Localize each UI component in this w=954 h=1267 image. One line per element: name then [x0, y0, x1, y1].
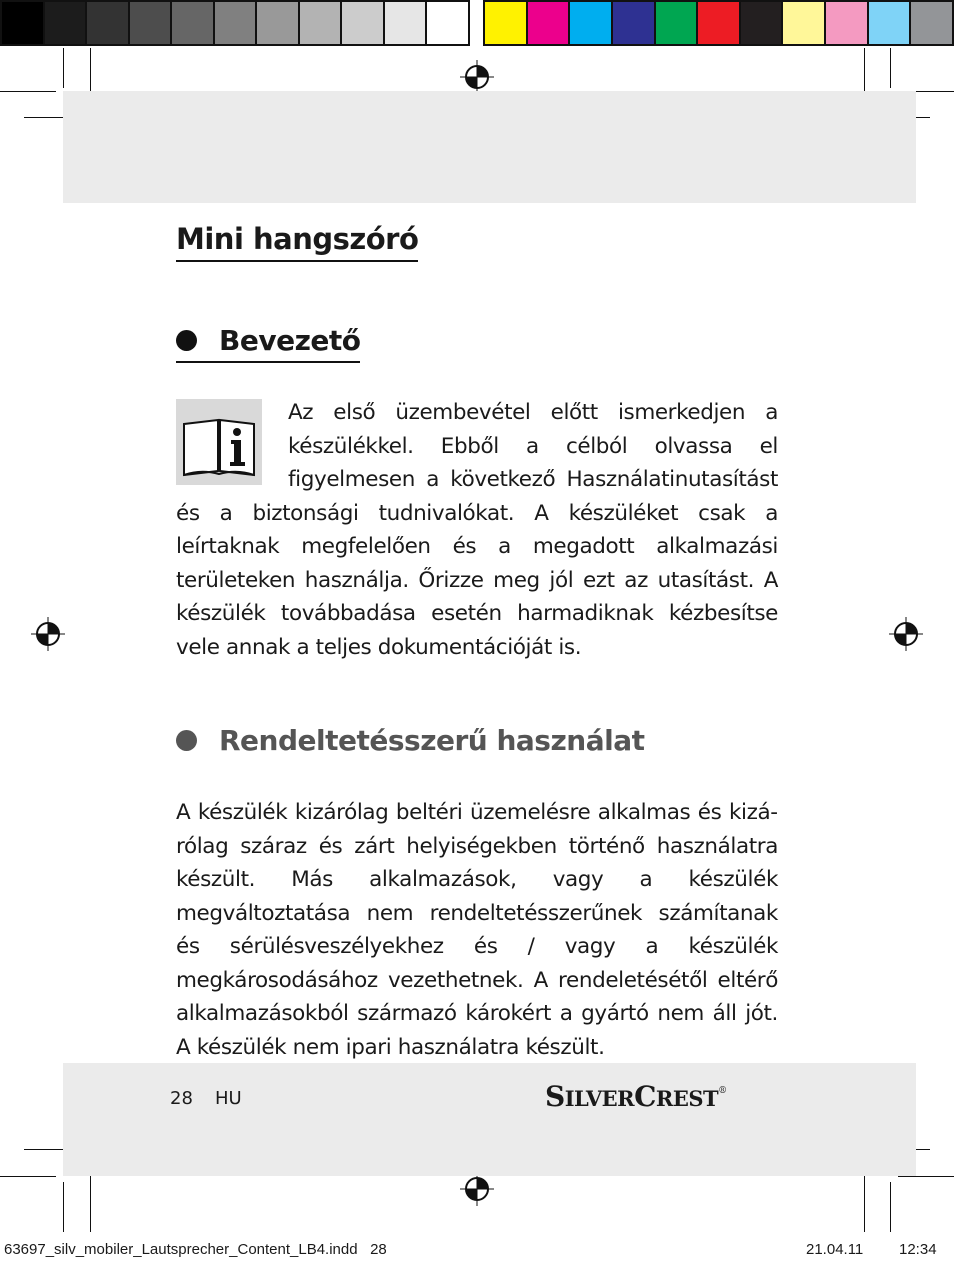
slug-file-name: 63697_silv_mobiler_Lautsprecher_Content_LB4.indd 28 [4, 1241, 387, 1258]
registration-mark-icon [460, 60, 494, 94]
crop-mark [890, 48, 891, 88]
gray-swatch [172, 2, 215, 44]
color-swatch [613, 2, 656, 44]
section-title: Bevezető [219, 324, 361, 357]
crop-mark [24, 1149, 68, 1150]
language-code: HU [215, 1088, 242, 1109]
gray-swatch [300, 2, 343, 44]
info-book-icon [176, 399, 262, 485]
gray-swatch [2, 2, 45, 44]
color-calibration-bar [483, 0, 954, 46]
page-title: Mini hangszóró [176, 222, 418, 262]
gray-swatch [427, 2, 468, 44]
color-swatch [911, 2, 952, 44]
registration-mark-icon [889, 617, 923, 651]
gray-swatch [257, 2, 300, 44]
color-swatch [826, 2, 869, 44]
gray-swatch [215, 2, 258, 44]
crop-mark [890, 1182, 891, 1232]
registration-mark-icon [460, 1172, 494, 1206]
crop-mark [63, 1182, 64, 1232]
slug-date: 21.04.11 [806, 1241, 864, 1258]
grayscale-calibration-bar [0, 0, 470, 46]
gray-swatch [342, 2, 385, 44]
gray-swatch [130, 2, 173, 44]
color-swatch [698, 2, 741, 44]
registration-mark-icon [31, 617, 65, 651]
crop-mark [63, 48, 64, 88]
section-title: Rendeltetésszerű használat [219, 724, 645, 757]
bullet-icon [176, 730, 197, 751]
intended-use-paragraph: A készülék kizárólag beltéri üzemelésre alkalmas és kizárólag száraz és zárt helyiségekben történő használatra készült. Más alkalmazások, vagy a készülék megváltoztatása nem rendeltetésszerűnek számítanak és sérülésveszélyekhez és / vagy a készülék megkárosodásához vezethetnek. A rendeletésétől eltérő alkalmazásokból származó károkért a gyártó nem áll jót. A készülék nem ipari használatra készült. [176, 800, 778, 1060]
crop-mark [0, 91, 56, 92]
footer-gray-band [63, 1063, 916, 1176]
color-swatch [783, 2, 826, 44]
section-heading-intro [176, 324, 360, 363]
gray-swatch [87, 2, 130, 44]
crop-mark [24, 117, 68, 118]
intro-text: Az első üzembevétel előtt ismerkedjen a készülékkel. Ebből a célból olvassa el figyelmesen a következő Használatinutasítást és a biztonsági tudnivalókat. A készüléket csak a leírtaknak megfelelően és a megadott alkalmazási területeken használja. Őrizze meg jól ezt az utasítást. A készülék továbbadása esetén harmadiknak kézbesítse vele annak a teljes dokumentációját is. [176, 400, 778, 660]
section-heading-intended-use [176, 724, 644, 757]
page-number: 28 [170, 1088, 193, 1109]
top-gray-band [63, 91, 916, 203]
color-swatch [570, 2, 613, 44]
color-swatch [741, 2, 784, 44]
gray-swatch [385, 2, 428, 44]
bullet-icon [176, 330, 197, 351]
slug-time: 12:34 [899, 1241, 937, 1258]
color-swatch [656, 2, 699, 44]
intro-paragraph [176, 396, 778, 664]
color-swatch [528, 2, 571, 44]
color-swatch [485, 2, 528, 44]
crop-mark [0, 1176, 56, 1177]
brand-logo: SILVERCREST® [545, 1080, 727, 1113]
gray-swatch [45, 2, 88, 44]
crop-mark [898, 1176, 954, 1177]
color-swatch [869, 2, 912, 44]
